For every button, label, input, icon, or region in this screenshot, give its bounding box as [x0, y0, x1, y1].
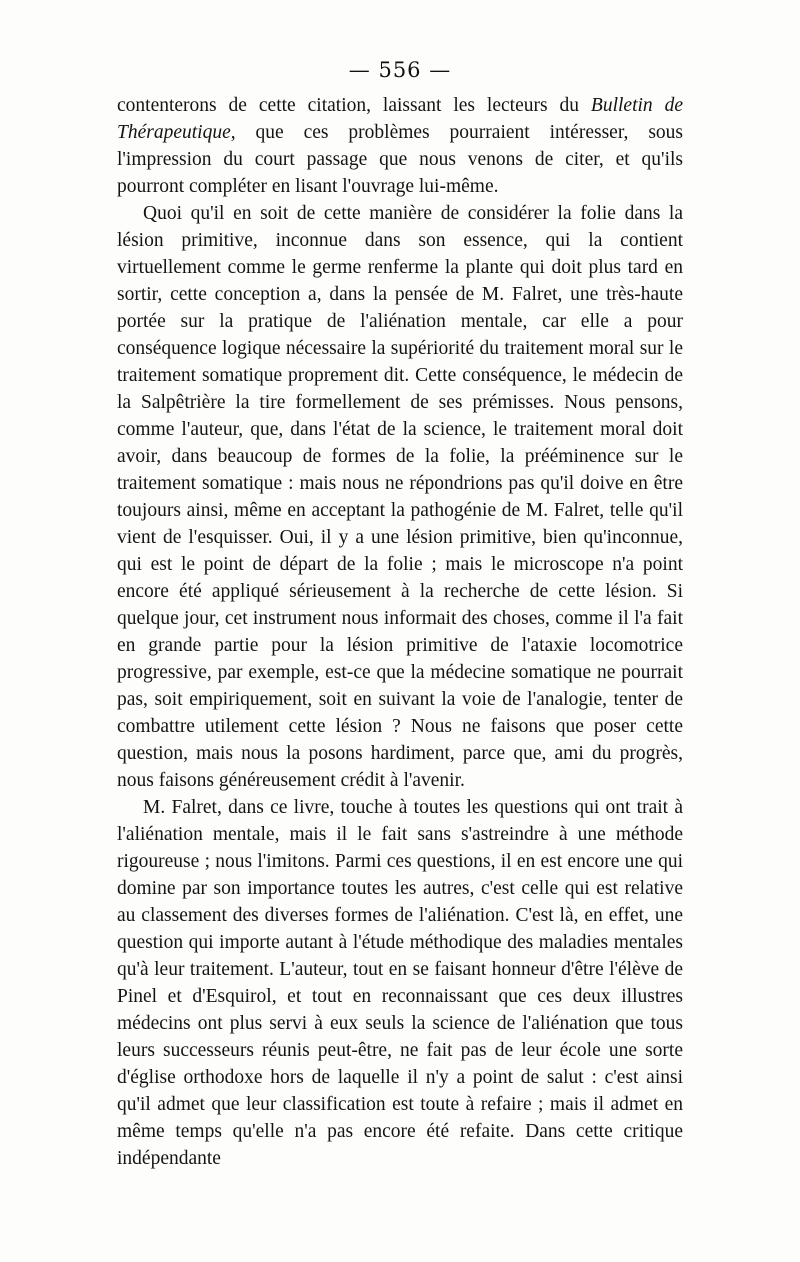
body-text [117, 92, 683, 1172]
page-number: — 556 — [348, 58, 452, 82]
journal-title: Bulletin de Thérapeutique [117, 95, 683, 143]
paragraph: Quoi qu'il en soit de cette manière de considérer la folie dans la lésion primitive, inconnue dans son essence, qui la contient virtuellement comme le germe renferme la plante qui doit plus tard en sortir, cette conception a, dans la pensée de M. Falret, une très-haute portée sur la pratique de l'aliénation mentale, car elle a pour conséquence logique nécessaire la supériorité du traitement moral sur le traitement somatique proprement dit. Cette conséquence, le médecin de la Salpêtrière la tire formellement de ses prémisses. Nous pensons, comme l'auteur, que, dans l'état de la science, le traitement moral doit avoir, dans beaucoup de formes de la folie, la prééminence sur le traitement somatique : mais nous ne répondrions pas qu'il doive en être toujours ainsi, même en acceptant la pathogénie de M. Falret, telle qu'il vient de l'esquisser. Oui, il y a une lésion primitive, bien qu'inconnue, qui est le point de départ de la folie ; mais le microscope n'a point encore été appliqué sérieusement à la recherche de cette lésion. Si quelque jour, cet instrument nous informait des choses, comme il l'a fait en grande partie pour la lésion primitive de l'ataxie locomotrice progressive, par exemple, est-ce que la médecine somatique ne pourrait pas, soit empiriquement, soit en suivant la voie de l'analogie, tenter de combattre utilement cette lésion ? Nous ne faisons que poser cette question, mais nous la posons hardiment, parce que, ami du progrès, nous faisons généreusement crédit à l'avenir. [117, 203, 683, 791]
paragraph-text-end: , que ces problèmes pourraient intéresser, sous l'impression du court passage que nous venons de citer, et qu'ils pourront compléter en lisant l'ouvrage lui-même. [117, 122, 683, 197]
paragraph-continuation [117, 92, 683, 200]
paragraph: M. Falret, dans ce livre, touche à toutes les questions qui ont trait à l'aliénation mentale, mais il le fait sans s'astreindre à une méthode rigoureuse ; nous l'imitons. Parmi ces questions, il en est encore une qui domine par son importance toutes les autres, c'est celle qui est relative au classement des diverses formes de l'aliénation. C'est là, en effet, une question qui importe autant à l'étude méthodique des maladies mentales qu'à leur traitement. L'auteur, tout en se faisant honneur d'être l'élève de Pinel et d'Esquirol, et tout en reconnaissant que ces deux illustres médecins ont plus servi à eux seuls la science de l'aliénation que tous leurs successeurs réunis peut-être, ne fait pas de leur école une sorte d'église orthodoxe hors de laquelle il n'y a point de salut : c'est ainsi qu'il admet que leur classification est toute à refaire ; mais il admet en même temps qu'elle n'a pas encore été refaite. Dans cette critique indépendante [117, 797, 683, 1169]
paragraph-text-start: contenterons de cette citation, laissant les lecteurs du [117, 95, 591, 116]
